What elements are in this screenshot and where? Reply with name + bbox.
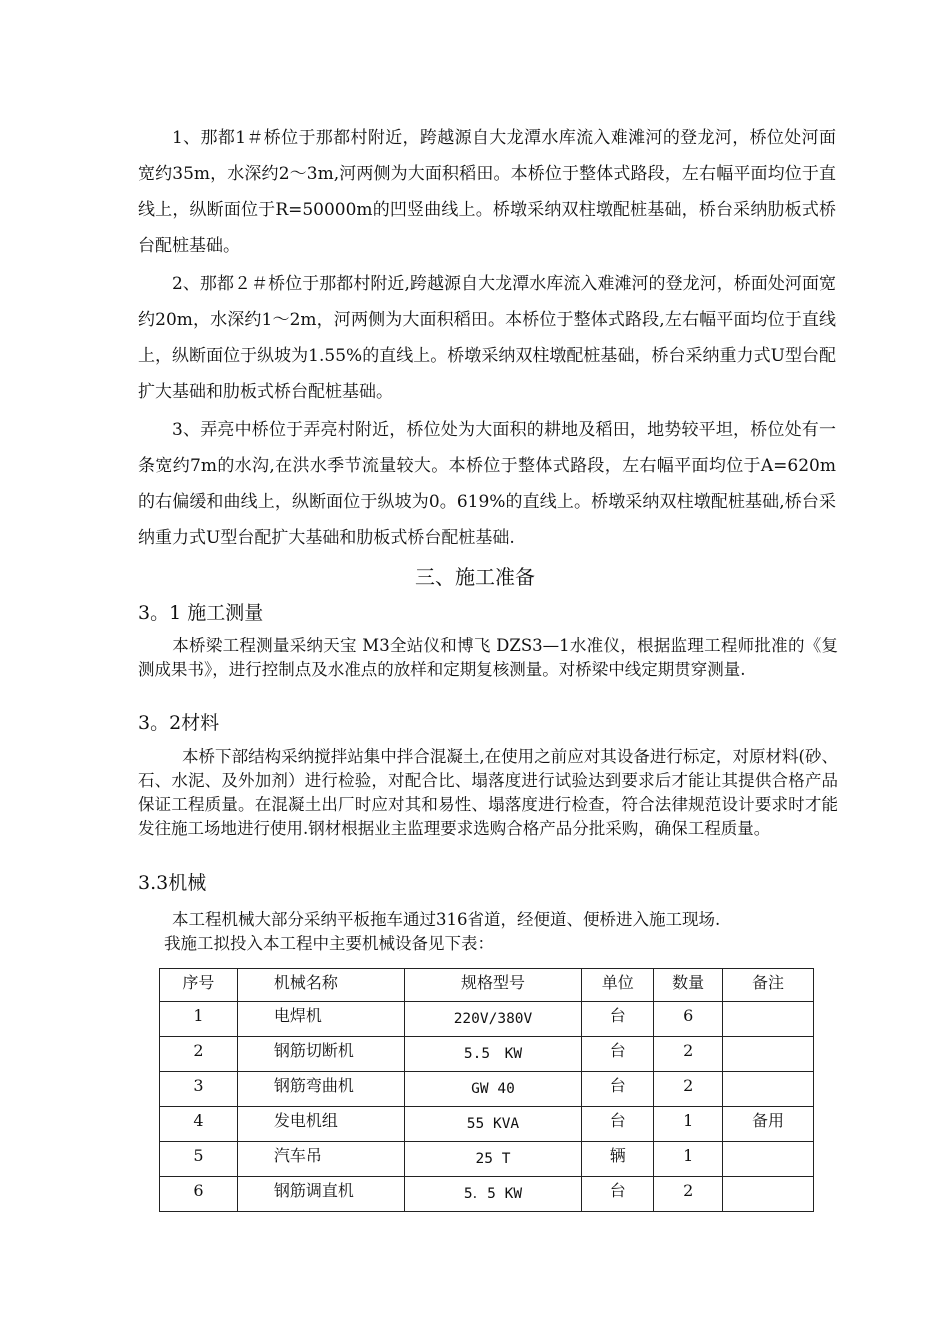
table-cell xyxy=(723,1037,814,1072)
table-row xyxy=(160,1107,814,1142)
table-cell: 钢筋切断机 xyxy=(237,1037,404,1072)
table-row xyxy=(160,1072,814,1107)
table-cell: 1 xyxy=(654,1142,723,1177)
header-cell: 备注 xyxy=(723,969,814,1002)
paragraph-bridge-1 xyxy=(138,120,836,264)
table-cell: 220V/380V xyxy=(404,1002,582,1037)
table-cell: 2 xyxy=(654,1177,723,1212)
heading-survey: 3。1 施工测量 xyxy=(138,602,264,624)
table-cell: 5．5 KW xyxy=(404,1177,582,1212)
machinery-line-1-text: 本工程机械大部分采纳平板拖车通过316省道，经便道、便桥进入施工现场. xyxy=(172,910,721,929)
paragraph-text: 1、那都1＃桥位于那都村附近，跨越源自大龙潭水库流入难滩河的登龙河，桥位处河面宽约35m，水深约2～3m,河两侧为大面积稻田。本桥位于整体式路段，左右幅平面均位于直线上，纵断面位于R=50000m的凹竖曲线上。桥墩采纳双柱墩配桩基础，桥台采纳肋板式桥台配桩基础。 xyxy=(138,128,836,256)
machinery-paragraph xyxy=(138,908,838,956)
table-cell xyxy=(723,1142,814,1177)
table-cell: 钢筋调直机 xyxy=(237,1177,404,1212)
table-cell: 2 xyxy=(160,1037,238,1072)
table-cell: 汽车吊 xyxy=(237,1142,404,1177)
table-cell: 1 xyxy=(160,1002,238,1037)
header-cell: 单位 xyxy=(582,969,654,1002)
heading-machinery: 3.3机械 xyxy=(138,872,207,894)
section-title: 三、施工准备 xyxy=(415,565,535,589)
header-cell: 规格型号 xyxy=(404,969,582,1002)
table-cell: 台 xyxy=(582,1072,654,1107)
heading-materials: 3。2材料 xyxy=(138,712,220,734)
paragraph-text: 2、那都２＃桥位于那都村附近,跨越源自大龙潭水库流入难滩河的登龙河，桥面处河面宽约20m，水深约1～2m，河两侧为大面积稻田。本桥位于整体式路段,左右幅平面均位于直线上，纵断面位于纵坡为1.55%的直线上。桥墩采纳双柱墩配桩基础，桥台采纳重力式U型台配扩大基础和肋板式桥台配桩基础。 xyxy=(138,274,836,402)
machinery-table xyxy=(159,968,814,1212)
table-cell: 6 xyxy=(654,1002,723,1037)
table-cell: 台 xyxy=(582,1177,654,1212)
paragraph-text: 3、弄亮中桥位于弄亮村附近，桥位处为大面积的耕地及稻田，地势较平坦，桥位处有一条宽约7m的水沟,在洪水季节流量较大。本桥位于整体式路段，左右幅平面均位于A=620m的右偏缓和曲线上，纵断面位于纵坡为0。619%的直线上。桥墩采纳双柱墩配桩基础,桥台采纳重力式U型台配扩大基础和肋板式桥台配桩基础. xyxy=(138,420,836,548)
table-cell: 25 T xyxy=(404,1142,582,1177)
header-cell: 机械名称 xyxy=(237,969,404,1002)
table-cell: 台 xyxy=(582,1107,654,1142)
table-row xyxy=(160,1037,814,1072)
table-cell: 1 xyxy=(654,1107,723,1142)
materials-text: 本桥下部结构采纳搅拌站集中拌合混凝土,在使用之前应对其设备进行标定，对原材料(砂、石、水泥、及外加剂）进行检验，对配合比、塌落度进行试验达到要求后才能让其提供合格产品保证工程质量。在混凝土出厂时应对其和易性、塌落度进行检查，符合法律规范设计要求时才能发往施工场地进行使用.钢材根据业主监理要求选购合格产品分批采购，确保工程质量。 xyxy=(138,747,838,838)
machinery-line-1 xyxy=(138,908,838,932)
table-cell: 4 xyxy=(160,1107,238,1142)
table-cell xyxy=(723,1177,814,1212)
table-cell: 钢筋弯曲机 xyxy=(237,1072,404,1107)
machinery-line-2: 我施工拟投入本工程中主要机械设备见下表： xyxy=(164,934,494,953)
header-cell: 序号 xyxy=(160,969,238,1002)
table-cell: 台 xyxy=(582,1002,654,1037)
table-cell: 3 xyxy=(160,1072,238,1107)
table-header-row xyxy=(160,969,814,1002)
table-cell: 台 xyxy=(582,1037,654,1072)
paragraph-bridge-2 xyxy=(138,266,836,410)
table-row xyxy=(160,1142,814,1177)
table-row xyxy=(160,1177,814,1212)
table-cell xyxy=(723,1072,814,1107)
table-cell: 6 xyxy=(160,1177,238,1212)
table-cell: 辆 xyxy=(582,1142,654,1177)
table-cell xyxy=(723,1002,814,1037)
table-cell: 备用 xyxy=(723,1107,814,1142)
table-cell: 5 xyxy=(160,1142,238,1177)
table-cell: 电焊机 xyxy=(237,1002,404,1037)
table-cell: 55 KVA xyxy=(404,1107,582,1142)
table-cell: 2 xyxy=(654,1072,723,1107)
table-cell: GW 40 xyxy=(404,1072,582,1107)
paragraph-bridge-3 xyxy=(138,412,836,556)
survey-paragraph xyxy=(138,634,838,682)
table-cell: 发电机组 xyxy=(237,1107,404,1142)
table-cell: 2 xyxy=(654,1037,723,1072)
survey-text: 本桥梁工程测量采纳天宝 M3全站仪和博飞 DZS3—1水准仪，根据监理工程师批准的《复测成果书》，进行控制点及水准点的放样和定期复核测量。对桥梁中线定期贯穿测量. xyxy=(138,636,838,679)
table-row xyxy=(160,1002,814,1037)
table-cell: 5.5 KW xyxy=(404,1037,582,1072)
header-cell: 数量 xyxy=(654,969,723,1002)
materials-paragraph xyxy=(138,745,838,841)
